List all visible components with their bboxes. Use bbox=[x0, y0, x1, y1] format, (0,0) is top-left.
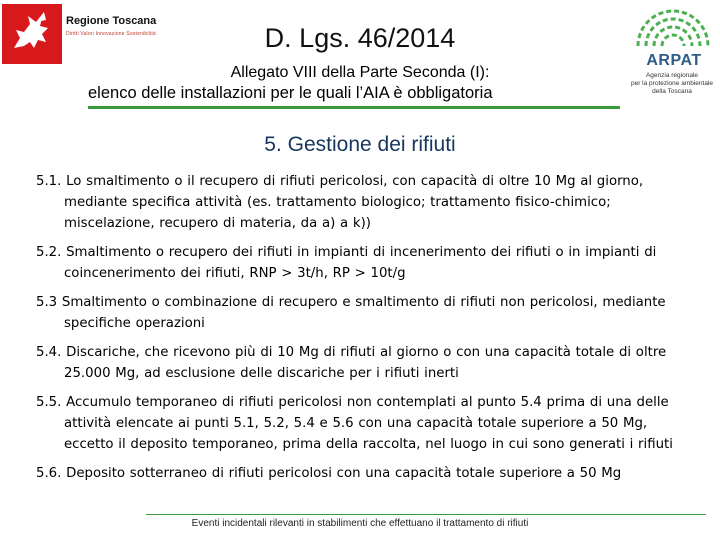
section-heading: 5. Gestione dei rifiuti bbox=[264, 133, 456, 156]
arpat-logo-arcs bbox=[632, 2, 714, 50]
list-item: 5.1. Lo smaltimento o il recupero di rifiuti pericolosi, con capacità di oltre 10 Mg al giorno, mediante specifica attività (es. trattamento biologico; trattamento fisico-chimico; miscelazione, recupero di materia, da a) a k)) bbox=[36, 174, 644, 231]
arpat-desc-line: Agenzia regionale bbox=[645, 72, 699, 79]
subtitle-line-2: elenco delle installazioni per le quali l’AIA è obbligatoria bbox=[88, 84, 493, 102]
footer-text: Eventi incidentali rilevanti in stabilimenti che effettuano il trattamento di rifiuti bbox=[191, 518, 529, 529]
subtitle-line-1: Allegato VIII della Parte Seconda (I): bbox=[230, 64, 490, 81]
arpat-arcs-icon bbox=[632, 2, 714, 50]
arpat-desc-line: della Toscana bbox=[652, 88, 692, 95]
list-item: 5.4. Discariche, che ricevono più di 10 Mg di rifiuti al giorno o con una capacità totale di oltre 25.000 Mg, ad esclusione delle discariche per i rifiuti inerti bbox=[36, 345, 667, 381]
regione-tagline: Diritti Valori Innovazione Sostenibilità bbox=[66, 31, 156, 37]
arpat-desc-line: per la protezione ambientale bbox=[630, 80, 714, 87]
arpat-description bbox=[628, 72, 716, 96]
list-item: 5.6. Deposito sotterraneo di rifiuti pericolosi con una capacità totale superiore a 50 Mg bbox=[36, 466, 622, 481]
list-item: 5.3 Smaltimento o combinazione di recupero e smaltimento di rifiuti non pericolosi, mediante specifiche operazioni bbox=[36, 295, 666, 331]
footer-divider bbox=[146, 514, 706, 515]
regione-name: Regione Toscana bbox=[66, 15, 157, 27]
arpat-name: ARPAT bbox=[646, 52, 702, 69]
item-list bbox=[36, 171, 686, 492]
page-title: D. Lgs. 46/2014 bbox=[264, 23, 456, 53]
title-divider bbox=[88, 106, 620, 109]
list-item: 5.5. Accumulo temporaneo di rifiuti pericolosi non contemplati al punto 5.4 prima di una delle attività elencate ai punti 5.1, 5.2, 5.4 e 5.6 con una capacità totale superiore a 50 Mg, eccetto il deposito temporaneo, prima della raccolta, nel luogo in cui sono generati i rifiuti bbox=[36, 395, 673, 452]
list-item: 5.2. Smaltimento o recupero dei rifiuti in impianti di incenerimento dei rifiuti o in impianti di coincenerimento dei rifiuti, RNP > 3t/h, RP > 10t/g bbox=[36, 245, 657, 281]
